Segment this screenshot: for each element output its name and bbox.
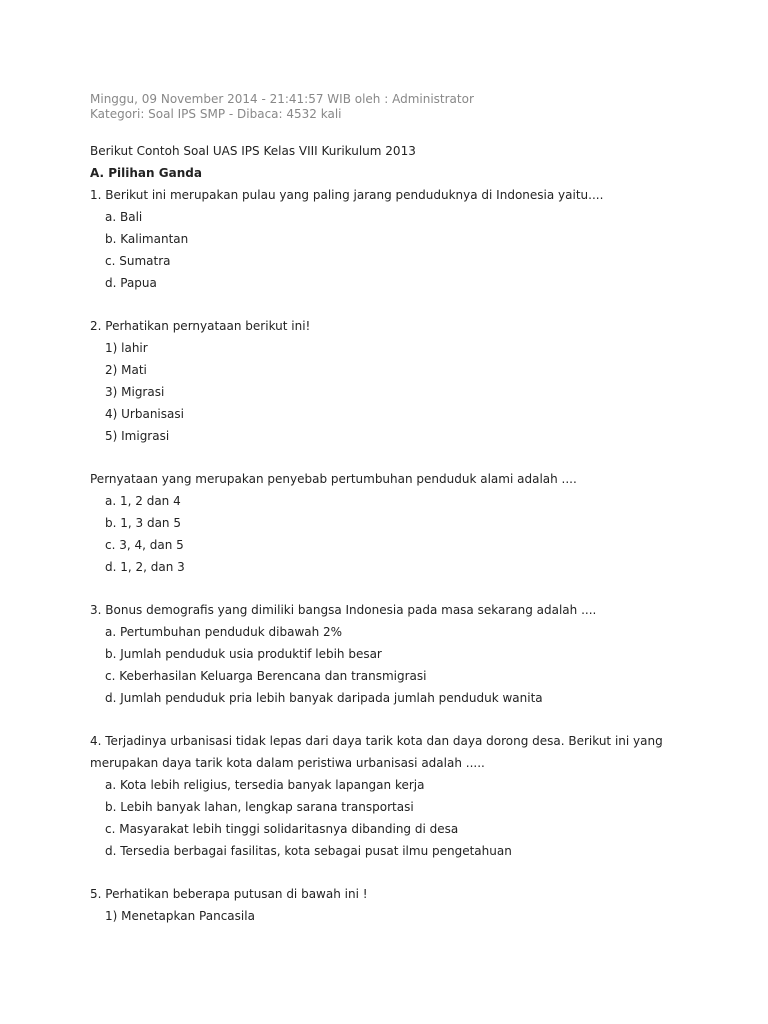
article-meta — [90, 92, 750, 122]
question-2-text: 2. Perhatikan pernyataan berikut ini! — [90, 319, 311, 333]
question-2-prompt: Pernyataan yang merupakan penyebab pertumbuhan penduduk alami adalah .... — [90, 472, 577, 486]
question-2-statement-4: 4) Urbanisasi — [105, 407, 184, 421]
question-5-statement-1: 1) Menetapkan Pancasila — [105, 909, 255, 923]
question-2-statement-3: 3) Migrasi — [105, 385, 165, 399]
question-3-option-c: c. Keberhasilan Keluarga Berencana dan transmigrasi — [105, 669, 427, 683]
spacer — [90, 709, 750, 730]
spacer — [90, 862, 750, 883]
question-1-option-c: c. Sumatra — [105, 254, 171, 268]
question-4-option-d: d. Tersedia berbagai fasilitas, kota sebagai pusat ilmu pengetahuan — [105, 844, 512, 858]
question-2 — [90, 315, 750, 578]
meta-category-views: Kategori: Soal IPS SMP - Dibaca: 4532 kali — [90, 107, 342, 121]
question-3 — [90, 599, 750, 709]
question-2-statement-2: 2) Mati — [105, 363, 147, 377]
question-3-option-a: a. Pertumbuhan penduduk dibawah 2% — [105, 625, 343, 639]
question-4 — [90, 730, 750, 862]
question-4-option-a: a. Kota lebih religius, tersedia banyak lapangan kerja — [105, 778, 425, 792]
question-2-statement-1: 1) lahir — [105, 341, 148, 355]
spacer — [90, 578, 750, 599]
question-3-text: 3. Bonus demografis yang dimiliki bangsa Indonesia pada masa sekarang adalah .... — [90, 603, 597, 617]
spacer — [90, 447, 750, 468]
question-4-text-line-2: merupakan daya tarik kota dalam peristiwa urbanisasi adalah ..... — [90, 756, 485, 770]
article — [90, 92, 750, 927]
intro-text: Berikut Contoh Soal UAS IPS Kelas VIII Kurikulum 2013 — [90, 144, 416, 158]
section-title: A. Pilihan Ganda — [90, 166, 202, 180]
question-1-option-a: a. Bali — [105, 210, 143, 224]
meta-date-author: Minggu, 09 November 2014 - 21:41:57 WIB oleh : Administrator — [90, 92, 474, 106]
question-1 — [90, 184, 750, 294]
question-1-option-b: b. Kalimantan — [105, 232, 189, 246]
question-3-option-b: b. Jumlah penduduk usia produktif lebih besar — [105, 647, 382, 661]
question-2-option-b: b. 1, 3 dan 5 — [105, 516, 181, 530]
question-5-text: 5. Perhatikan beberapa putusan di bawah ini ! — [90, 887, 368, 901]
question-5 — [90, 883, 750, 927]
question-4-text-line-1: 4. Terjadinya urbanisasi tidak lepas dari daya tarik kota dan daya dorong desa. Berikut ini yang — [90, 734, 663, 748]
question-2-option-c: c. 3, 4, dan 5 — [105, 538, 184, 552]
question-2-option-d: d. 1, 2, dan 3 — [105, 560, 185, 574]
question-2-option-a: a. 1, 2 dan 4 — [105, 494, 181, 508]
question-2-statement-5: 5) Imigrasi — [105, 429, 170, 443]
question-4-option-c: c. Masyarakat lebih tinggi solidaritasnya dibanding di desa — [105, 822, 459, 836]
question-1-text: 1. Berikut ini merupakan pulau yang paling jarang penduduknya di Indonesia yaitu.... — [90, 188, 604, 202]
question-4-option-b: b. Lebih banyak lahan, lengkap sarana transportasi — [105, 800, 414, 814]
question-1-option-d: d. Papua — [105, 276, 157, 290]
question-3-option-d: d. Jumlah penduduk pria lebih banyak daripada jumlah penduduk wanita — [105, 691, 543, 705]
spacer — [90, 294, 750, 315]
